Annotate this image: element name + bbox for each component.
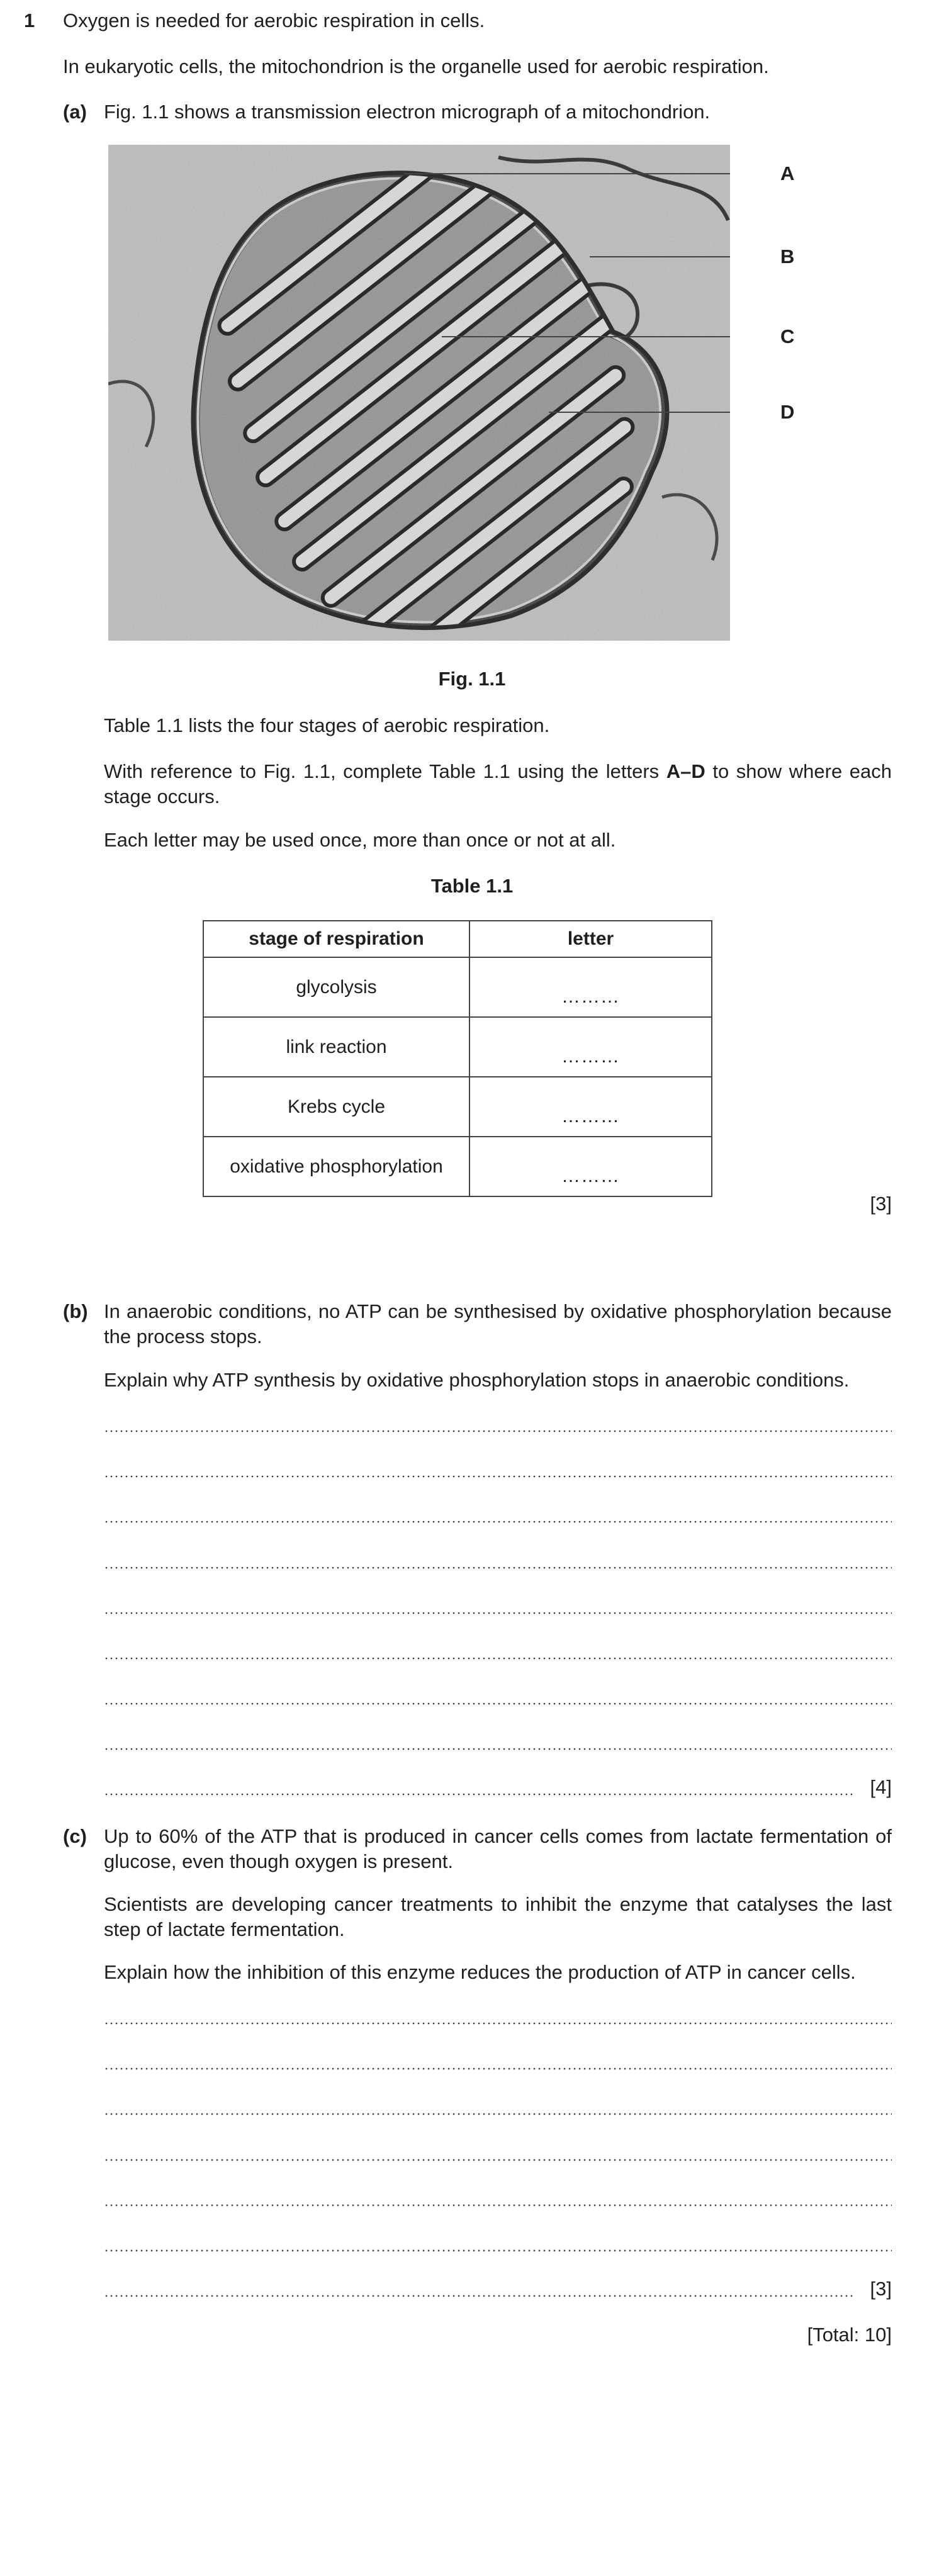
figure-label-b: B: [780, 245, 795, 267]
answer-line[interactable]: [104, 1566, 892, 1569]
letter-answer-cell[interactable]: ………: [469, 1137, 712, 1196]
answer-line[interactable]: [104, 2159, 892, 2161]
answer-line[interactable]: [104, 2022, 892, 2025]
part-a-paragraph-3: Each letter may be used once, more than once or not at all.: [104, 829, 616, 851]
part-a-figure-text: Fig. 1.1 shows a transmission electron micrograph of a mitochondrion.: [104, 101, 711, 123]
answer-line[interactable]: [104, 2249, 892, 2252]
question-intro-2: In eukaryotic cells, the mitochondrion is the organelle used for aerobic respiration.: [63, 55, 769, 77]
stage-cell: glycolysis: [203, 957, 469, 1017]
answer-line[interactable]: [104, 1521, 892, 1523]
part-b-paragraph-1: In anaerobic conditions, no ATP can be synthesised by oxidative phosphorylation because the process stops.: [104, 1300, 892, 1347]
answer-line[interactable]: [104, 1748, 892, 1750]
mitochondrion-micrograph: [108, 145, 730, 641]
table-row: [203, 957, 712, 1017]
part-b-label: (b): [63, 1300, 88, 1322]
answer-line[interactable]: [104, 2067, 892, 2070]
table-row: [203, 1137, 712, 1196]
stage-cell: link reaction: [203, 1017, 469, 1077]
part-c-paragraph-2: Scientists are developing cancer treatments to inhibit the enzyme that catalyses the last step of lactate fermentation.: [104, 1893, 892, 1940]
answer-line[interactable]: [104, 1793, 854, 1796]
answer-line[interactable]: [104, 1430, 892, 1432]
table-header-row: [203, 921, 712, 957]
part-a-label: (a): [63, 101, 87, 123]
part-c-label: (c): [63, 1825, 87, 1847]
part-c-marks: [3]: [870, 2278, 892, 2300]
part-c-paragraph-3: Explain how the inhibition of this enzyme reduces the production of ATP in cancer cells.: [104, 1961, 856, 1983]
respiration-table: [203, 920, 712, 1197]
stage-cell: oxidative phosphorylation: [203, 1137, 469, 1196]
letter-answer-cell[interactable]: ………: [469, 957, 712, 1017]
table-row: [203, 1077, 712, 1137]
total-marks: [Total: 10]: [807, 2324, 892, 2346]
part-a-paragraph-1: Table 1.1 lists the four stages of aerobic respiration.: [104, 714, 550, 736]
answer-line[interactable]: [104, 2204, 892, 2207]
part-c-paragraph-1: Up to 60% of the ATP that is produced in cancer cells comes from lactate fermentation of glucose, even though oxygen is present.: [104, 1825, 892, 1872]
table-row: [203, 1017, 712, 1077]
answer-line[interactable]: [104, 1475, 892, 1478]
answer-line[interactable]: [104, 1612, 892, 1614]
answer-line[interactable]: [104, 2295, 854, 2297]
table-title: Table 1.1: [430, 875, 514, 897]
figure-label-d: D: [780, 401, 795, 423]
part-a-paragraph-2: With reference to Fig. 1.1, complete Table 1.1 using the letters A–D to show where each stage occurs.: [104, 760, 892, 807]
part-b-paragraph-2: Explain why ATP synthesis by oxidative phosphorylation stops in anaerobic conditions.: [104, 1369, 850, 1391]
figure-label-c: C: [780, 325, 795, 347]
letter-answer-cell[interactable]: ………: [469, 1077, 712, 1137]
answer-line[interactable]: [104, 1702, 892, 1705]
stage-cell: Krebs cycle: [203, 1077, 469, 1137]
letter-answer-cell[interactable]: ………: [469, 1017, 712, 1077]
column-header-stage: stage of respiration: [203, 921, 469, 957]
figure-caption: Fig. 1.1: [438, 668, 506, 690]
answer-line[interactable]: [104, 2113, 892, 2115]
figure-label-a: A: [780, 162, 795, 184]
question-number: 1: [24, 9, 35, 31]
question-intro-1: Oxygen is needed for aerobic respiration in cells.: [63, 9, 485, 31]
column-header-letter: letter: [469, 921, 712, 957]
answer-line[interactable]: [104, 1657, 892, 1660]
part-b-marks: [4]: [870, 1776, 892, 1798]
part-a-marks: [3]: [870, 1193, 892, 1215]
